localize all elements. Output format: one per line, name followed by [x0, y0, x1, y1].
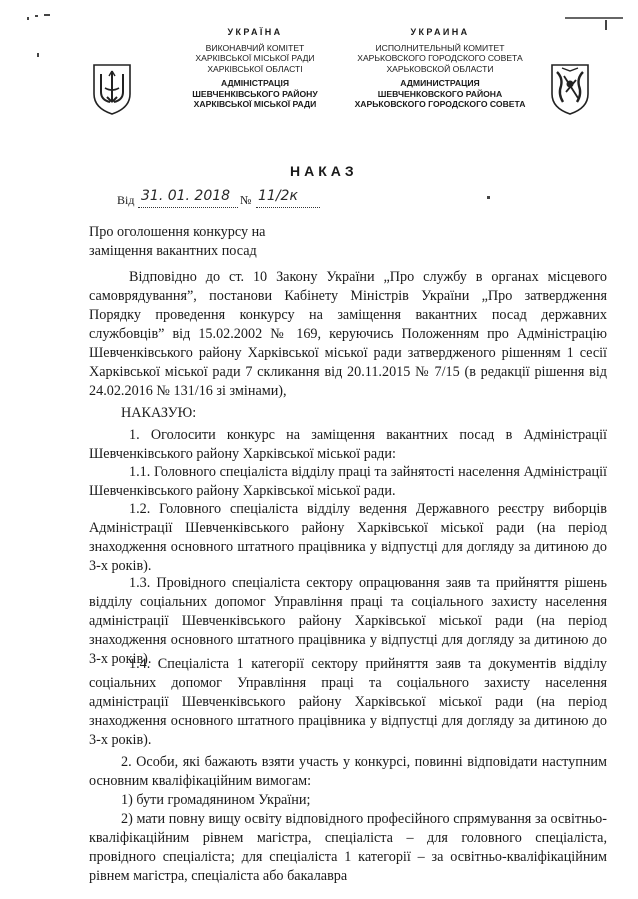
header-left-line: ШЕВЧЕНКІВСЬКОГО РАЙОНУ: [192, 88, 318, 99]
header-right-line: АДМИНИСТРАЦИЯ: [400, 78, 480, 88]
item-2-1-paragraph: 1) бути громадянином України;: [121, 792, 311, 808]
order-directive-word: НАКАЗУЮ:: [121, 405, 197, 421]
scan-speck: [565, 17, 623, 19]
kharkiv-coat-of-arms-icon: [548, 62, 592, 116]
scan-speck: [27, 17, 29, 20]
item-1-2-paragraph: 1.2. Головного спеціаліста відділу ведення Державного реєстру виборців Адміністрації Шевченківського району Харківської міської ради (на період знаходження основного штатного працівника у відпустці для догляду за дитиною до 3-х років).: [89, 501, 607, 574]
scan-speck: [605, 20, 607, 30]
item-2-paragraph: 2. Особи, які бажають взяти участь у конкурсі, повинні відповідати наступним основним кваліфікаційним вимогам:: [89, 754, 607, 789]
item-1-3-paragraph: 1.3. Провідного спеціаліста сектору опрацювання заяв та прийняття рішень відділу соціальних допомог Управління праці та соціального захисту населення адміністрації Шевченківського району Харківської міської ради (на період знаходження основного штатного працівника у відпустці для догляду за дитиною до 3-х років).: [89, 575, 607, 667]
header-right-line: ХАРЬКОВСКОГО ГОРОДСКОГО СОВЕТА: [357, 53, 523, 63]
date-underline: [138, 207, 238, 208]
header-left-line: ХАРКІВСЬКОЇ МІСЬКОЇ РАДИ: [193, 99, 317, 109]
order-from-label: Від: [117, 193, 135, 207]
number-underline: [256, 207, 320, 208]
header-left-ukrainian: [160, 27, 350, 110]
order-number: 11/2к: [258, 188, 298, 204]
header-right-line: ХАРЬКОВСКОГО ГОРОДСКОГО СОВЕТА: [354, 99, 526, 109]
subject-line: Про оголошення конкурсу на: [89, 224, 266, 240]
preamble-paragraph: Відповідно до ст. 10 Закону України „Про службу в органах місцевого самоврядування”, постанови Кабінету Міністрів України „Про затвердження Порядку проведення конкурсу на заміщення вакантних посад державних службовців” від 15.02.2002 № 169, керуючись Положенням про Адміністрацію Шевченківського району Харківської міської ради затвердженого рішенням 1 сесії Харківської міської ради 7 скликання від 20.11.2015 № 7/15 (в редакції рішення від 24.02.2016 № 131/16 зі змінами),: [89, 269, 607, 399]
header-right-country: УКРАИНА: [410, 27, 470, 37]
item-1-paragraph: 1. Оголосити конкурс на заміщення вакантних посад в Адміністрації Шевченківського району Харківської міської ради:: [89, 427, 607, 462]
order-subject: [89, 223, 265, 261]
item-1-4-paragraph: 1.4. Спеціаліста 1 категорії сектору прийняття заяв та документів відділу соціальних допомог Управління праці та соціального захисту населення адміністрації Шевченківського району Харківської міської ради (на період знаходження основного штатного працівника у відпустці для догляду за дитиною до 3-х років).: [89, 656, 607, 748]
subject-line: заміщення вакантних посад: [89, 243, 257, 259]
header-left-line: ХАРКІВСЬКОЇ МІСЬКОЇ РАДИ: [195, 53, 315, 63]
ukraine-trident-emblem-icon: [90, 62, 134, 116]
document-title: НАКАЗ: [290, 163, 358, 179]
scan-speck: [487, 196, 490, 199]
item-2-2-paragraph: 2) мати повну вищу освіту відповідного професійного спрямування за освітньо-кваліфікаційним рівнем магістра, спеціаліста – для головного спеціаліста, провідного спеціаліста; для спеціаліста 1 категорії – за освітньо-кваліфікаційним рівнем магістра, спеціаліста або бакалавра: [89, 811, 607, 884]
header-left-line: АДМІНІСТРАЦІЯ: [220, 78, 290, 88]
header-right-line: ИСПОЛНИТЕЛЬНЫЙ КОМИТЕТ: [375, 42, 505, 53]
header-right-line: ШЕВЧЕНКОВСКОГО РАЙОНА: [377, 88, 503, 99]
item-1-1-paragraph: 1.1. Головного спеціаліста відділу праці та зайнятості населення Адміністрації Шевченківського району Харківської міської ради.: [89, 464, 607, 499]
scan-speck: [35, 15, 38, 17]
header-left-line: ХАРКІВСЬКОЇ ОБЛАСТІ: [207, 63, 303, 74]
scan-speck: [44, 14, 50, 16]
order-number-label: №: [240, 193, 252, 207]
scan-speck: [37, 53, 39, 57]
header-right-russian: [340, 27, 540, 110]
header-left-country: УКРАЇНА: [227, 27, 283, 37]
header-left-line: ВИКОНАВЧИЙ КОМІТЕТ: [205, 42, 305, 53]
header-right-line: ХАРЬКОВСКОЙ ОБЛАСТИ: [386, 63, 494, 74]
order-date: 31. 01. 2018: [141, 188, 231, 204]
